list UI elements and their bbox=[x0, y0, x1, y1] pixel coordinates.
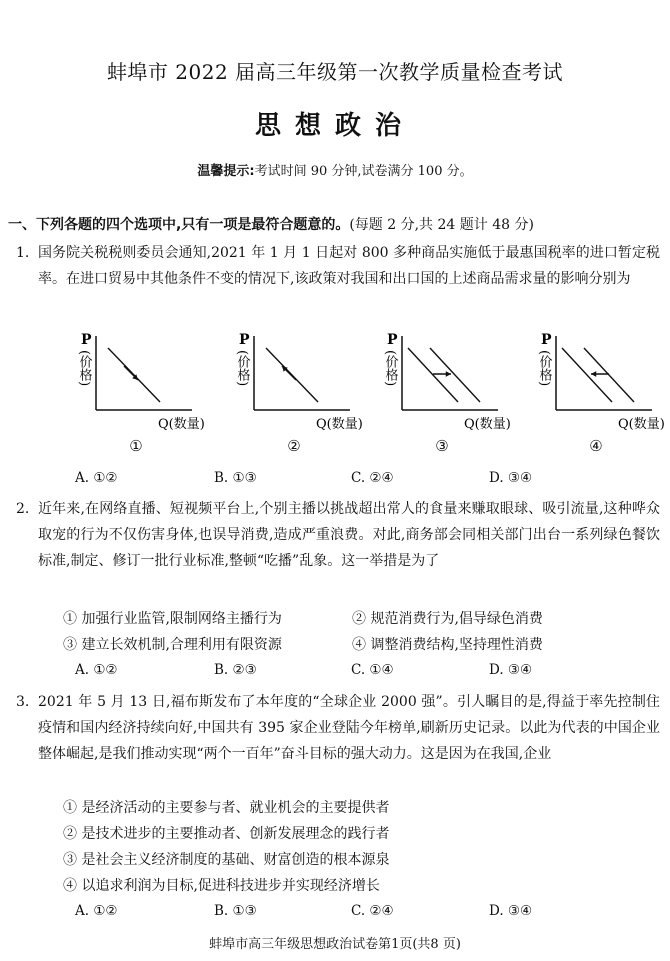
choice-c[interactable]: C. ①④ bbox=[351, 662, 394, 678]
question-2-option-3: ③ 建立长效机制,合理利用有限资源 bbox=[63, 637, 282, 653]
x-axis-label: Q(数量) bbox=[618, 417, 665, 432]
question-3 bbox=[16, 689, 660, 767]
exam-subject: 思想政治 bbox=[254, 111, 415, 141]
choice-d[interactable]: D. ③④ bbox=[489, 662, 533, 678]
question-number: 2. bbox=[16, 501, 30, 517]
chart-svg bbox=[378, 322, 516, 434]
demand-curve bbox=[266, 348, 318, 402]
chart-svg bbox=[532, 322, 670, 434]
question-2-option-2: ② 规范消费行为,倡导绿色消费 bbox=[352, 611, 543, 627]
question-text: 近年来,在网络直播、短视频平台上,个别主播以挑战超出常人的食量来赚取眼球、吸引流量,这种哗众取宠的行为不仅伤害身体,也误导消费,造成严重浪费。对此,商务部会同相关部门出台一系列绿色餐饮标准,制定、修订一批行业标准,整顿“吃播”乱象。这一举措是为了 bbox=[38, 501, 660, 569]
choice-a[interactable]: A. ①② bbox=[75, 470, 118, 486]
x-axis-label: Q(数量) bbox=[464, 417, 511, 432]
demand-curve-original bbox=[562, 348, 612, 402]
chart-label: ② bbox=[287, 437, 301, 455]
question-3-option-1: ① 是经济活动的主要参与者、就业机会的主要提供者 bbox=[63, 800, 390, 816]
choice-b[interactable]: B. ①③ bbox=[214, 903, 257, 919]
question-number: 3. bbox=[16, 694, 30, 710]
question-text: 2021 年 5 月 13 日,福布斯发布了本年度的“全球企业 2000 强”。引人瞩目的是,得益于率先控制住疫情和国内经济持续向好,中国共有 395 家企业登陆今年榜单,刷新历史记录。以此为代表的中国企业整体崛起,是我们推动实现“两个一百年”奋斗目标的强大动力。这是因为在我国,企业 bbox=[38, 694, 660, 762]
exam-tip bbox=[0, 160, 670, 179]
y-axis-symbol: P bbox=[81, 332, 92, 348]
demand-curve-shifted bbox=[430, 348, 480, 402]
chart-label: ③ bbox=[435, 437, 449, 455]
question-1 bbox=[16, 240, 660, 292]
page-footer: 蚌埠市高三年级思想政治试卷第1页(共8 页) bbox=[209, 937, 461, 952]
question-2-option-1: ① 加强行业监管,限制网络主播行为 bbox=[63, 611, 282, 627]
question-3-option-2: ② 是技术进步的主要推动者、创新发展理念的践行者 bbox=[63, 826, 390, 842]
x-axis-label: Q(数量) bbox=[316, 417, 363, 432]
x-axis-label: Q(数量) bbox=[158, 417, 205, 432]
chart-4 bbox=[532, 322, 670, 434]
chart-svg bbox=[230, 322, 368, 434]
demand-curve-shifted bbox=[584, 348, 634, 402]
choice-c[interactable]: C. ②④ bbox=[351, 470, 394, 486]
chart-2 bbox=[230, 322, 368, 434]
chart-svg bbox=[72, 322, 210, 434]
choice-d[interactable]: D. ③④ bbox=[489, 903, 533, 919]
question-number: 1. bbox=[16, 245, 30, 261]
section-heading bbox=[8, 214, 668, 234]
y-axis-symbol: P bbox=[239, 332, 250, 348]
y-axis-name: (价格) bbox=[536, 350, 552, 387]
y-axis-name: (价格) bbox=[234, 350, 250, 387]
choice-c[interactable]: C. ②④ bbox=[351, 903, 394, 919]
y-axis-name: (价格) bbox=[382, 350, 398, 387]
question-text: 国务院关税税则委员会通知,2021 年 1 月 1 日起对 800 多种商品实施低于最惠国税率的进口暂定税率。在进口贸易中其他条件不变的情况下,该政策对我国和出口国的上述商品需求量的影响分别为 bbox=[38, 245, 660, 287]
question-2-option-4: ④ 调整消费结构,坚持理性消费 bbox=[352, 637, 543, 653]
question-2 bbox=[16, 496, 660, 574]
section-note: (每题 2 分,共 24 题计 48 分) bbox=[349, 217, 534, 233]
demand-curve bbox=[108, 348, 160, 402]
demand-curve-original bbox=[408, 348, 458, 402]
chart-label: ④ bbox=[589, 437, 603, 455]
choice-b[interactable]: B. ②③ bbox=[214, 662, 257, 678]
tip-text: 考试时间 90 分钟,试卷满分 100 分。 bbox=[254, 164, 473, 179]
chart-label: ① bbox=[129, 437, 143, 455]
arrow-left-icon bbox=[591, 371, 596, 377]
y-axis-name: (价格) bbox=[76, 350, 92, 387]
choice-a[interactable]: A. ①② bbox=[75, 662, 118, 678]
y-axis-symbol: P bbox=[541, 332, 552, 348]
chart-1 bbox=[72, 322, 210, 434]
exam-title: 蚌埠市 2022 届高三年级第一次教学质量检查考试 bbox=[106, 60, 564, 84]
choice-b[interactable]: B. ①③ bbox=[214, 470, 257, 486]
choice-a[interactable]: A. ①② bbox=[75, 903, 118, 919]
choice-d[interactable]: D. ③④ bbox=[489, 470, 533, 486]
question-3-option-3: ③ 是社会主义经济制度的基础、财富创造的根本源泉 bbox=[63, 852, 390, 868]
tip-label: 温馨提示: bbox=[197, 164, 255, 179]
chart-3 bbox=[378, 322, 516, 434]
section-title: 一、下列各题的四个选项中,只有一项是最符合题意的。 bbox=[8, 217, 350, 233]
y-axis-symbol: P bbox=[387, 332, 398, 348]
arrow-right-icon bbox=[446, 371, 451, 377]
question-3-option-4: ④ 以追求利润为目标,促进科技进步并实现经济增长 bbox=[63, 878, 380, 894]
